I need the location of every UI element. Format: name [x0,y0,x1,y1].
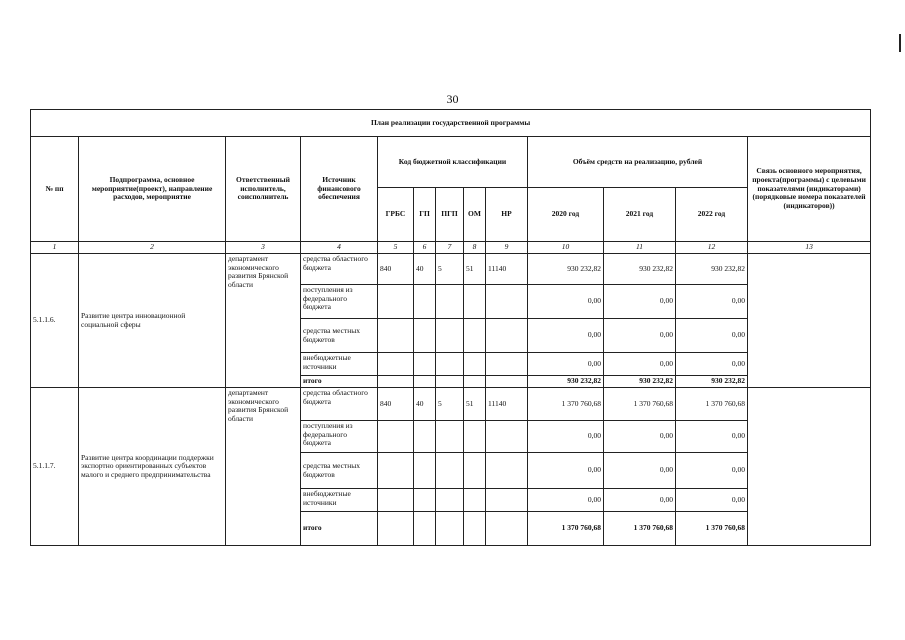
code-gp [414,421,436,453]
code-pgp [436,489,464,512]
amount-2021: 1 370 760,68 [604,388,676,421]
code-pgp: 5 [436,254,464,285]
amount-2022: 0,00 [676,489,748,512]
funding-source: средства местных бюджетов [301,319,378,353]
code-grbs [378,421,414,453]
code-gp: 40 [414,388,436,421]
column-number: 4 [301,242,378,254]
code-om [464,489,486,512]
code-om [464,353,486,376]
code-gp [414,285,436,319]
funding-source: внебюджетные источники [301,353,378,376]
code-pgp [436,285,464,319]
amount-2022: 930 232,82 [676,254,748,285]
code-gp [414,489,436,512]
amount-2022: 0,00 [676,421,748,453]
indicator-link [748,254,871,388]
code-grbs [378,285,414,319]
column-number: 9 [486,242,528,254]
header-source: Источник финансового обеспечения [301,137,378,242]
item-executor: департамент экономического развития Брянской области [226,254,301,388]
code-gp [414,376,436,388]
column-number: 1 [31,242,79,254]
table-row [31,254,871,285]
code-om: 51 [464,388,486,421]
code-pgp: 5 [436,388,464,421]
funding-source: средства областного бюджета [301,254,378,285]
code-grbs [378,489,414,512]
header-np: НР [486,188,528,242]
code-pgp [436,421,464,453]
amount-2021: 0,00 [604,353,676,376]
indicator-link [748,388,871,546]
header-2021: 2021 год [604,188,676,242]
column-number: 8 [464,242,486,254]
amount-2020: 0,00 [528,353,604,376]
code-np [486,489,528,512]
header-executor: Ответственный исполнитель, соисполнитель [226,137,301,242]
column-number: 2 [79,242,226,254]
amount-2022: 0,00 [676,353,748,376]
code-om [464,512,486,546]
code-np [486,421,528,453]
amount-2022: 0,00 [676,319,748,353]
funding-source: средства областного бюджета [301,388,378,421]
amount-2021: 930 232,82 [604,254,676,285]
item-number: 5.1.1.7. [31,388,79,546]
funding-source: поступления из федерального бюджета [301,285,378,319]
scan-edge-mark [899,34,901,52]
item-name: Развитие центра координации поддержки экспортно ориентированных субъектов малого и среднего предпринимательства [79,388,226,546]
item-executor: департамент экономического развития Брянской области [226,388,301,546]
header-2022: 2022 год [676,188,748,242]
amount-2021: 0,00 [604,421,676,453]
code-om [464,421,486,453]
code-om: 51 [464,254,486,285]
header-2020: 2020 год [528,188,604,242]
code-om [464,376,486,388]
code-np [486,353,528,376]
amount-2020: 930 232,82 [528,254,604,285]
header-volume: Объём средств на реализацию, рублей [528,137,748,188]
code-np [486,512,528,546]
column-number: 7 [436,242,464,254]
code-pgp [436,376,464,388]
code-grbs [378,453,414,489]
funding-source: средства местных бюджетов [301,453,378,489]
code-grbs [378,376,414,388]
code-om [464,319,486,353]
amount-2022: 930 232,82 [676,376,748,388]
code-np [486,285,528,319]
code-grbs [378,353,414,376]
amount-2021: 0,00 [604,453,676,489]
code-np [486,376,528,388]
code-pgp [436,319,464,353]
amount-2020: 0,00 [528,489,604,512]
amount-2020: 0,00 [528,453,604,489]
amount-2021: 1 370 760,68 [604,512,676,546]
code-grbs: 840 [378,254,414,285]
header-name: Подпрограмма, основное мероприятие(проект), направление расходов, мероприятие [79,137,226,242]
header-num: № пп [31,137,79,242]
funding-source: поступления из федерального бюджета [301,421,378,453]
funding-source: итого [301,376,378,388]
code-np [486,453,528,489]
amount-2020: 930 232,82 [528,376,604,388]
column-number: 10 [528,242,604,254]
header-gp: ГП [414,188,436,242]
amount-2022: 1 370 760,68 [676,512,748,546]
header-budget-code: Код бюджетной классификации [378,137,528,188]
code-pgp [436,453,464,489]
header-om: ОМ [464,188,486,242]
code-np: 11140 [486,388,528,421]
amount-2020: 1 370 760,68 [528,388,604,421]
code-gp [414,353,436,376]
item-number: 5.1.1.6. [31,254,79,388]
code-om [464,453,486,489]
item-name: Развитие центра инновационной социальной сферы [79,254,226,388]
amount-2020: 1 370 760,68 [528,512,604,546]
code-np: 11140 [486,254,528,285]
amount-2021: 0,00 [604,285,676,319]
table-row [31,388,871,421]
page-number: 30 [446,92,459,106]
funding-source: итого [301,512,378,546]
code-grbs [378,319,414,353]
column-number: 5 [378,242,414,254]
column-number: 12 [676,242,748,254]
header-pgp: ПГП [436,188,464,242]
code-pgp [436,512,464,546]
amount-2021: 0,00 [604,489,676,512]
amount-2021: 0,00 [604,319,676,353]
funding-source: внебюджетные источники [301,489,378,512]
code-gp: 40 [414,254,436,285]
code-om [464,285,486,319]
implementation-plan-table [30,109,871,546]
code-gp [414,453,436,489]
amount-2020: 0,00 [528,285,604,319]
code-pgp [436,353,464,376]
code-gp [414,319,436,353]
amount-2022: 0,00 [676,285,748,319]
table-title: План реализации государственной программы [31,110,871,137]
amount-2022: 1 370 760,68 [676,388,748,421]
amount-2022: 0,00 [676,453,748,489]
code-gp [414,512,436,546]
code-np [486,319,528,353]
amount-2021: 930 232,82 [604,376,676,388]
column-number: 11 [604,242,676,254]
code-grbs [378,512,414,546]
amount-2020: 0,00 [528,319,604,353]
header-grbs: ГРБС [378,188,414,242]
column-number: 6 [414,242,436,254]
header-link: Связь основного мероприятия, проекта(программы) с целевыми показателями (индикаторами) (порядковые номера показателей (индикаторов)) [748,137,871,242]
column-number: 13 [748,242,871,254]
amount-2020: 0,00 [528,421,604,453]
code-grbs: 840 [378,388,414,421]
column-number: 3 [226,242,301,254]
